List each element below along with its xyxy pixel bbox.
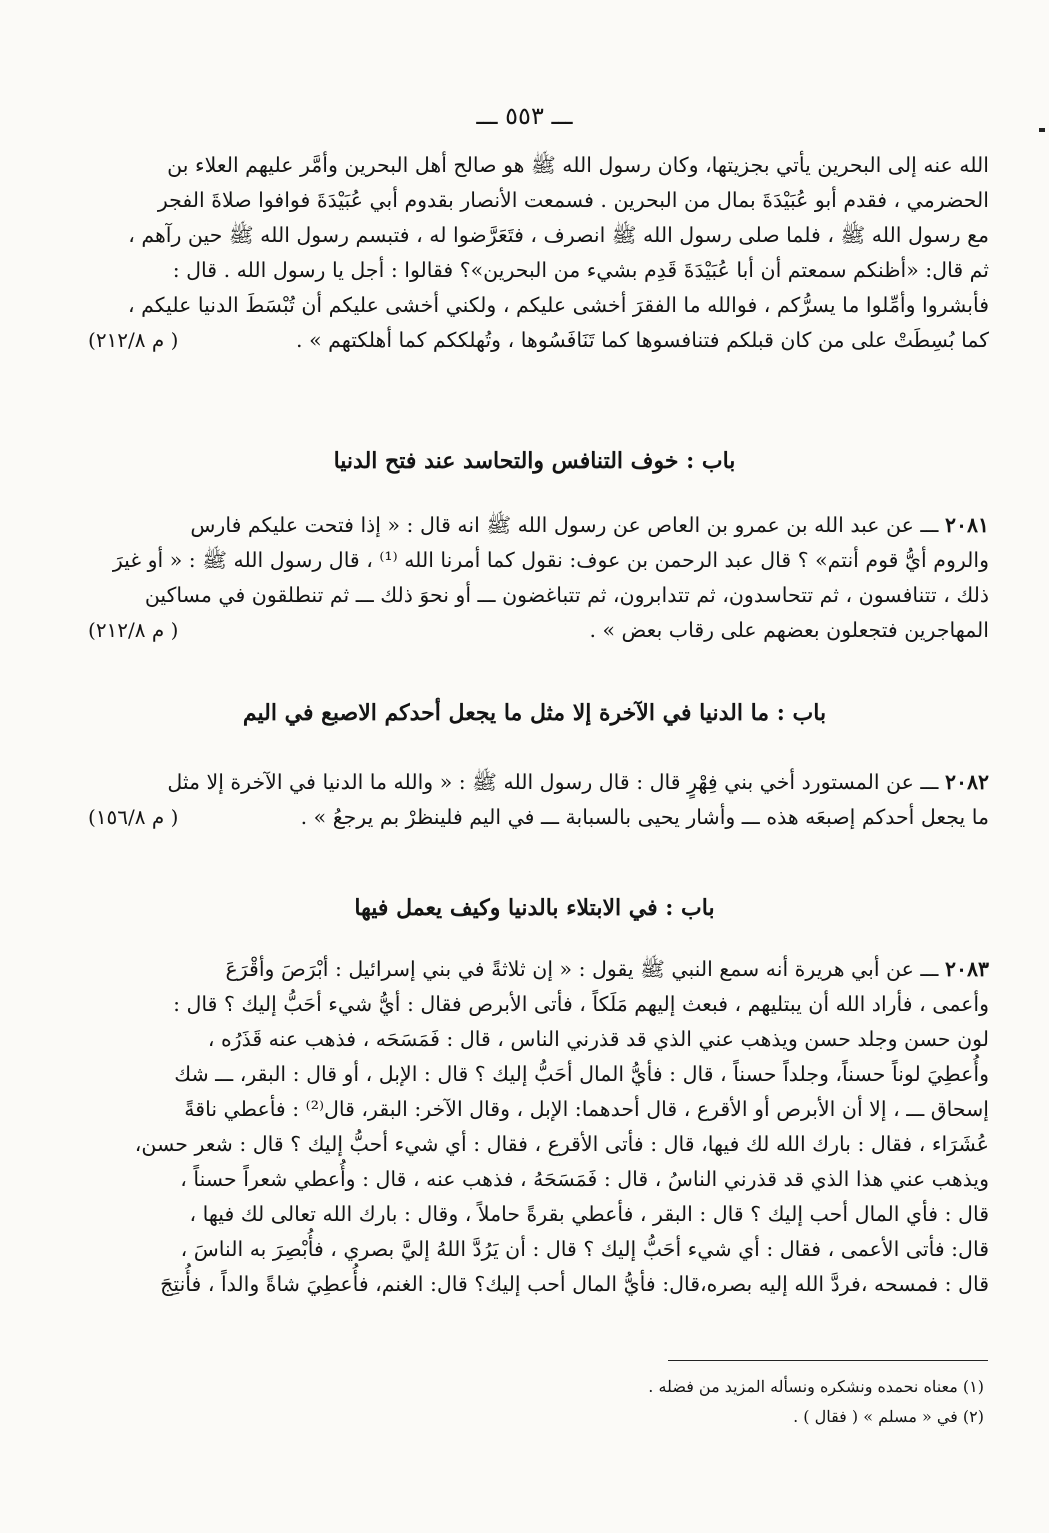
text-line: ذلك ، تتنافسون ، ثم تتحاسدون، ثم تتدابرون، ثم تتباغضون ـــ أو نحوَ ذلك ـــ ثم تنطلقون في مساكين	[144, 583, 989, 607]
hadith-2082	[80, 765, 989, 835]
text-line: لون حسن وجلد حسن ويذهب عني الذي قد قذرني الناس ، قال : فَمَسَحَه ، فذهب عنه قَذَرُه ،	[207, 1027, 989, 1051]
text-line: قال : فمسحه ،فردَّ الله إليه بصره،قال: فأيُّ المال أحب إليك؟ قال: الغنم، فأُعطِيَ شاةً والداً ، فأُنتِجَ	[160, 1272, 989, 1296]
text-line: وأُعطِيَ لوناً حسناً، وجلداً حسناً ، قال : فأيُّ المال أحَبُّ إليك ؟ قال : الإبل ، أو قال : البقر، ـــ شك	[174, 1062, 989, 1086]
text-line	[80, 800, 989, 835]
text-line: قال: فأتى الأعمى ، فقال : أي شيء أحَبُّ إليك ؟ قال : أن يَرُدَّ اللهُ إليَّ بصري ، فأُبْصِرَ به الناسَ ،	[180, 1237, 989, 1261]
section-heading: باب : خوف التنافس والتحاسد عند فتح الدنيا	[333, 448, 736, 474]
text-line: الله عنه إلى البحرين يأتي بجزيتها، وكان رسول الله ﷺ هو صالح أهل البحرين وأمَّر عليهم العلاء بن	[167, 153, 989, 177]
text-line: عُشَرَاء ، فقال : بارك الله لك فيها، قال : فأتى الأقرع ، فقال : أي شيء أحبُّ إليك ؟ قال : شعر حسن،	[134, 1132, 989, 1156]
reference-citation: ( م ٢١٢/٨)	[88, 618, 179, 642]
section-heading: باب : في الابتلاء بالدنيا وكيف يعمل فيها	[354, 895, 715, 921]
footnote: (٢) في « مسلم » ( فقال ) .	[793, 1407, 984, 1426]
hadith-number: ٢٠٨١	[944, 513, 989, 537]
text-line-content: ما يجعل أحدكم إصبعَه هذه ـــ وأشار يحيى بالسبابة ـــ في اليم فلينظرْ بم يرجعُ » .	[300, 805, 989, 829]
footnote-divider	[668, 1360, 988, 1361]
text-line: مع رسول الله ﷺ ، فلما صلى رسول الله ﷺ انصرف ، فتَعَرَّضوا له ، فتبسم رسول الله ﷺ حين رآهم ،	[128, 223, 989, 247]
reference-citation: ( م ٢١٢/٨)	[88, 328, 179, 352]
text-line: الحضرمي ، فقدم أبو عُبَيْدَةَ بمال من البحرين . فسمعت الأنصار بقدوم أبي عُبَيْدَةَ فوافوا صلاةَ الفجر	[157, 188, 989, 212]
text-line-content: ـــ عن عبد الله بن عمرو بن العاص عن رسول الله ﷺ انه قال : « إذا فتحت عليكم فارس	[190, 513, 939, 537]
text-line: والروم أيُّ قوم أنتم» ؟ قال عبد الرحمن بن عوف: نقول كما أمرنا الله ⁽¹⁾ ، قال رسول الله ﷺ : « أو غيرَ	[112, 548, 989, 572]
footnote: (١) معناه نحمده ونشكره ونسأله المزيد من فضله .	[648, 1377, 984, 1396]
section-heading: باب : ما الدنيا في الآخرة إلا مثل ما يجعل أحدكم الاصبع في اليم	[242, 700, 827, 726]
edge-mark	[1039, 128, 1045, 132]
hadith-number: ٢٠٨٢	[944, 770, 989, 794]
text-line: قال : فأي المال أحب إليك ؟ قال : البقر ، فأعطي بقرةً حاملاً ، وقال : بارك الله تعالى لك فيها ،	[189, 1202, 989, 1226]
text-line-content: كما بُسِطَتْ على من كان قبلكم فتنافسوها كما تَنَافَسُوها ، وتُهلككم كما أهلكتهم » .	[296, 328, 989, 352]
text-line: ويذهب عني هذا الذي قد قذرني الناسُ ، قال : فَمَسَحَهُ ، فذهب عنه ، قال : وأُعطي شعراً حسناً ،	[180, 1167, 989, 1191]
text-line: إسحاق ـــ ، إلا أن الأبرص أو الأقرع ، قال أحدهما: الإبل ، وقال الآخر: البقر، قال⁽²⁾ : فأعطي ناقةً	[184, 1097, 989, 1121]
text-line: ثم قال: «أظنكم سمعتم أن أبا عُبَيْدَةَ قَدِم بشيء من البحرين»؟ فقالوا : أجل يا رسول الله . قال :	[172, 258, 989, 282]
hadith-2083	[80, 952, 989, 1302]
reference-citation: ( م ١٥٦/٨)	[88, 805, 179, 829]
continuation-paragraph	[80, 148, 989, 358]
text-line-content: المهاجرين فتجعلون بعضهم على رقاب بعض » .	[589, 618, 989, 642]
hadith-2081	[80, 508, 989, 648]
text-line	[80, 613, 989, 648]
text-line-content: ـــ عن أبي هريرة أنه سمع النبي ﷺ يقول : « إن ثلاثةً في بني إسرائيل : أبْرَصَ وأقْرَعَ	[225, 957, 939, 981]
text-line-content: ـــ عن المستورد أخي بني فِهْرٍ قال : قال رسول الله ﷺ : « والله ما الدنيا في الآخرة إلا مثل	[167, 770, 939, 794]
page-number: ـــ ٥٥٣ ـــ	[476, 102, 573, 130]
footnotes	[484, 1372, 984, 1432]
text-line: فأبشروا وأمِّلوا ما يسرُّكم ، فوالله ما الفقرَ أخشى عليكم ، ولكني أخشى عليكم أن تُبْسَطَ الدنيا عليكم ،	[128, 293, 989, 317]
hadith-number: ٢٠٨٣	[944, 957, 989, 981]
text-line	[80, 323, 989, 358]
text-line: وأعمى ، فأراد الله أن يبتليهم ، فبعث إليهم مَلَكاً ، فأتى الأبرص فقال : أيُّ شيء أحَبُّ إليك ؟ قال :	[173, 992, 989, 1016]
